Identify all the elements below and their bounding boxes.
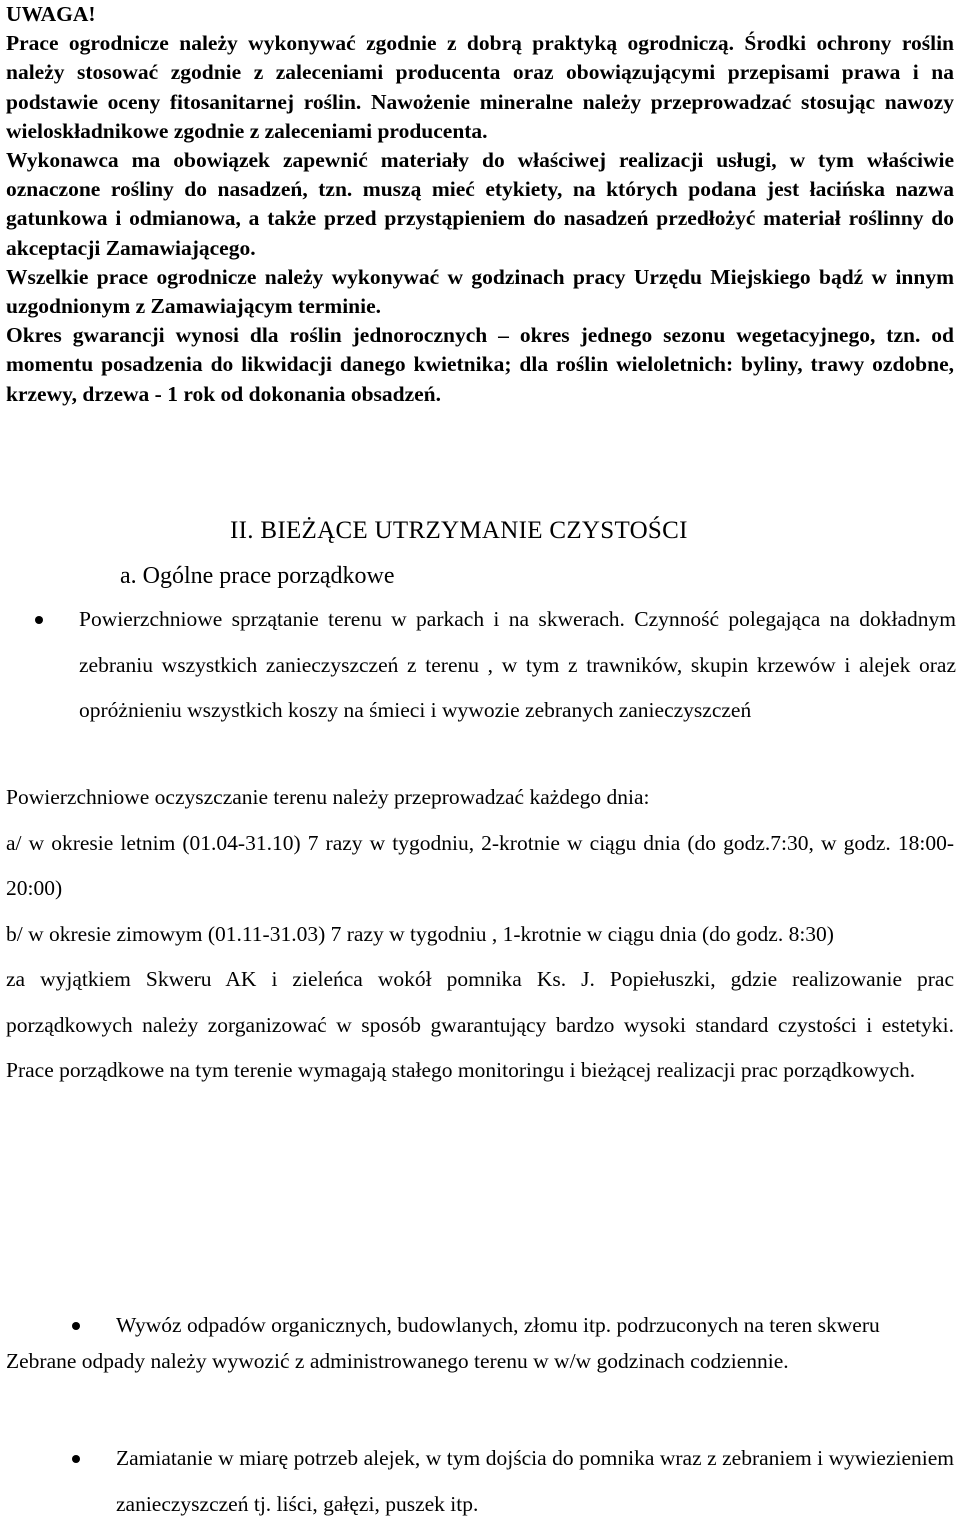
list-item-text: Zamiatanie w miarę potrzeb alejek, w tym dojścia do pomnika wraz z zebraniem i wywiezieniem zanieczyszczeń tj. liści, gałęzi, puszek itp. xyxy=(116,1446,954,1516)
notice-paragraph-materials: Wykonawca ma obowiązek zapewnić materiały do właściwej realizacji usługi, w tym właściwie oznaczone rośliny do nasadzeń, tzn. muszą mieć etykiety, na których podana jest łacińska nazwa gatunkowa i odmianowa, a także przed przystąpieniem do nasadzeń przedłożyć materiał roślinny do akceptacji Zamawiającego. xyxy=(6,148,954,260)
list-item-text: Wywóz odpadów organicznych, budowlanych, złomu itp. podrzuconych na teren skweru xyxy=(116,1312,880,1337)
section-heading: II. BIEŻĄCE UTRZYMANIE CZYSTOŚCI xyxy=(230,517,688,544)
list-item-sweeping xyxy=(116,1436,954,1527)
schedule-winter: b/ w okresie zimowym (01.11-31.03) 7 razy w tygodniu , 1-krotnie w ciągu dnia (do godz. 8:30) xyxy=(6,921,834,946)
list-item-waste-removal xyxy=(116,1303,954,1349)
list-item-text: Powierzchniowe sprzątanie terenu w parkach i na skwerach. Czynność polegająca na dokładnym zebraniu wszystkich zanieczyszczeń z terenu , w tym z trawników, skupin krzewów i alejek oraz opróżnieniu wszystkich koszy na śmieci i wywozie zebranych zanieczyszczeń xyxy=(79,607,956,722)
bullet-icon xyxy=(35,616,43,624)
bullet-icon xyxy=(72,1455,80,1463)
notice-paragraph-hours: Wszelkie prace ogrodnicze należy wykonywać w godzinach pracy Urzędu Miejskiego bądź w innym uzgodnionym z Zamawiającym terminie. xyxy=(6,264,954,319)
warning-notice xyxy=(6,0,954,409)
warning-title: UWAGA! xyxy=(6,2,96,26)
schedule-intro: Powierzchniowe oczyszczanie terenu należy przeprowadzać każdego dnia: xyxy=(6,785,650,809)
exception-paragraph: za wyjątkiem Skweru AK i zieleńca wokół pomnika Ks. J. Popiełuszki, gdzie realizowanie prac porządkowych należy zorganizować w sposób gwarantujący bardzo wysoki standard czystości i estetyki. Prace porządkowe na tym terenie wymagają stałego monitoringu i bieżącej realizacji prac porządkowych. xyxy=(6,967,954,1082)
final-note: Zebrane odpady należy wywozić z administrowanego terenu w w/w godzinach codziennie. xyxy=(6,1349,789,1373)
bullet-icon xyxy=(72,1322,80,1330)
schedule-summer: a/ w okresie letnim (01.04-31.10) 7 razy w tygodniu, 2-krotnie w ciągu dnia (do godz.7:30, w godz. 18:00-20:00) xyxy=(6,830,954,900)
list-item-surface-cleaning xyxy=(79,597,956,734)
schedule-section xyxy=(6,775,954,1094)
notice-paragraph-practice: Prace ogrodnicze należy wykonywać zgodnie z dobrą praktyką ogrodniczą. Środki ochrony roślin należy stosować zgodnie z zaleceniami producenta oraz obowiązującymi przepisami prawa i na podstawie oceny fitosanitarnej roślin. Nawożenie mineralne należy przeprowadzać stosując nawozy wieloskładnikowe zgodnie z zaleceniami producenta. xyxy=(6,31,954,143)
sub-heading: a. Ogólne prace porządkowe xyxy=(120,563,395,589)
notice-paragraph-warranty: Okres gwarancji wynosi dla roślin jednorocznych – okres jednego sezonu wegetacyjnego, tzn. od momentu posadzenia do likwidacji danego kwietnika; dla roślin wieloletnich: byliny, trawy ozdobne, krzewy, drzewa - 1 rok od dokonania obsadzeń. xyxy=(6,323,954,406)
